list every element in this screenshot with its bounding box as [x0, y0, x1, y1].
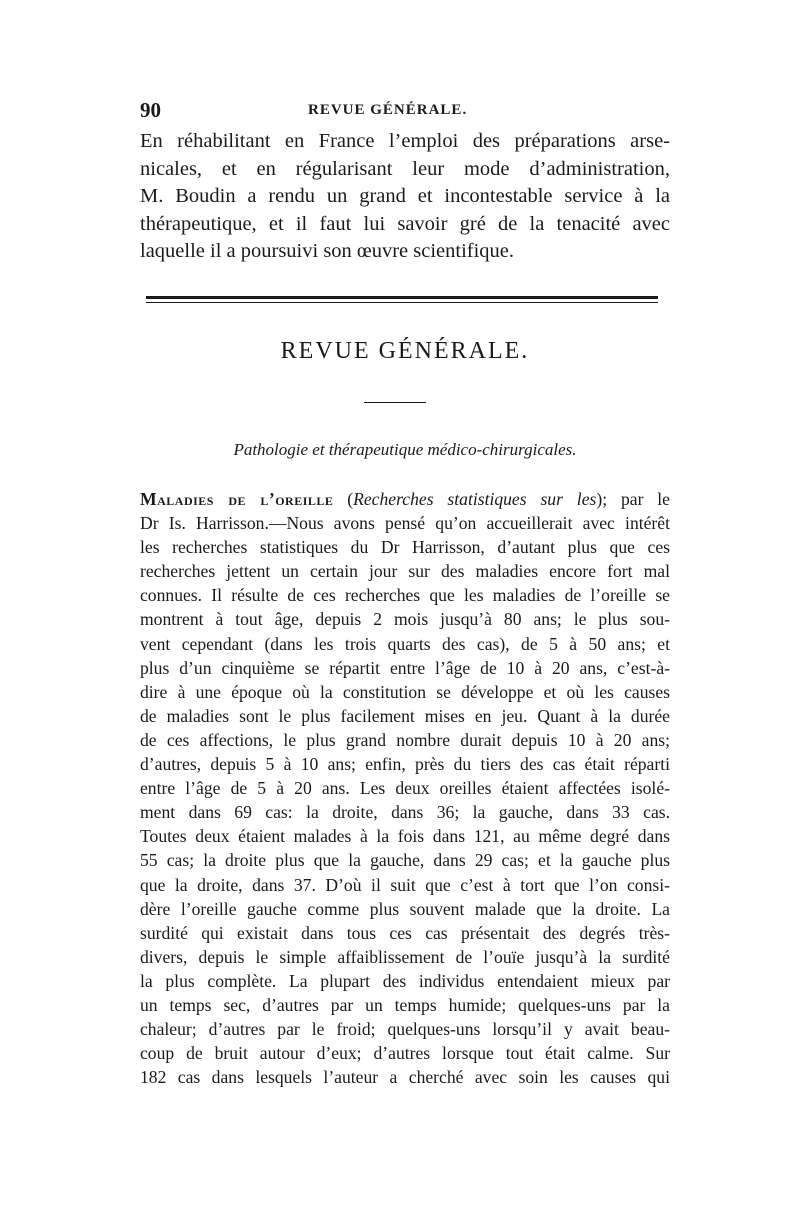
text-line: surdité qui existait dans tous ces cas présentait des degrés très- [140, 922, 670, 943]
title-underline-rule [364, 402, 426, 403]
text-line: dère l’oreille gauche comme plus souvent malade que la droite. La [140, 898, 670, 919]
article-lead-heading: Maladies de l’oreille [140, 489, 334, 509]
section-title: REVUE GÉNÉRALE. [280, 338, 530, 364]
text-line: plus d’un cinquième se répartit entre l’âge de 10 à 20 ans, c’est-à- [140, 657, 670, 678]
text-line: connues. Il résulte de ces recherches que les maladies de l’oreille se [140, 585, 670, 606]
section-divider [146, 296, 658, 303]
text-line: nicales, et en régularisant leur mode d’administration, [140, 157, 670, 180]
text-line: En réhabilitant en France l’emploi des préparations arse- [140, 130, 670, 152]
text-line: que la droite, dans 37. D’où il suit que c’est à tort que l’on consi- [140, 874, 670, 895]
text-line: de ces affections, le plus grand nombre durait depuis 10 à 20 ans; [140, 729, 670, 750]
text-line: 55 cas; la droite plus que la gauche, dans 29 cas; et la gauche plus [140, 850, 670, 871]
text-line: coup de bruit autour d’eux; d’autres lorsque tout était calme. Sur [140, 1043, 670, 1064]
page-number: 90 [140, 98, 161, 122]
text-line: Toutes deux étaient malades à la fois dans 121, au même degré dans [140, 826, 670, 847]
article-paragraph [140, 487, 670, 1089]
running-title: REVUE GÉNÉRALE. [308, 102, 468, 118]
section-subtitle: Pathologie et thérapeutique médico-chirurgicales. [233, 440, 577, 459]
divider-thick-rule [146, 296, 658, 299]
divider-thin-rule [146, 302, 658, 303]
text-line: M. Boudin a rendu un grand et incontestable service à la [140, 185, 670, 207]
text-line: entre l’âge de 5 à 20 ans. Les deux oreilles étaient affectées isolé- [140, 778, 670, 799]
text-line: divers, depuis le simple affaiblissement de l’ouïe jusqu’à la surdité [140, 946, 670, 967]
lead-open-paren: ( [333, 489, 354, 509]
article-lead-italic: Recherches statistiques sur les [353, 489, 597, 509]
text-line: recherches jettent un certain jour sur des maladies encore fort mal [140, 561, 670, 582]
text-line: laquelle il a poursuivi son œuvre scientifique. [140, 240, 515, 262]
article-lead-line [140, 487, 670, 511]
text-line: ment dans 69 cas: la droite, dans 36; la gauche, dans 33 cas. [140, 802, 670, 823]
intro-paragraph [140, 128, 670, 266]
text-line: 182 cas dans lesquels l’auteur a cherché avec soin les causes qui [140, 1067, 670, 1088]
text-line: Dr Is. Harrisson.—Nous avons pensé qu’on accueillerait avec intérêt [140, 513, 670, 534]
text-line: dire à une époque où la constitution se développe et où les causes [140, 681, 670, 702]
text-line: de maladies sont le plus facilement mises en jeu. Quant à la durée [140, 705, 670, 726]
text-line: un temps sec, d’autres par un temps humide; quelques-uns par la [140, 994, 670, 1015]
text-line: vent cependant (dans les trois quarts des cas), de 5 à 50 ans; et [140, 633, 670, 654]
text-line: d’autres, depuis 5 à 10 ans; enfin, près du tiers des cas était réparti [140, 754, 670, 775]
text-line: les recherches statistiques du Dr Harrisson, d’autant plus que ces [140, 537, 670, 558]
text-line: la plus complète. La plupart des individus entendaient mieux par [140, 970, 670, 991]
running-head [140, 98, 670, 122]
text-line: chaleur; d’autres par le froid; quelques-uns lorsqu’il y avait beau- [140, 1019, 670, 1040]
text-line: montrent à tout âge, depuis 2 mois jusqu’à 80 ans; le plus sou- [140, 609, 670, 630]
text-line: thérapeutique, et il faut lui savoir gré de la tenacité avec [140, 212, 670, 235]
lead-after-text: ); par le [596, 489, 670, 509]
